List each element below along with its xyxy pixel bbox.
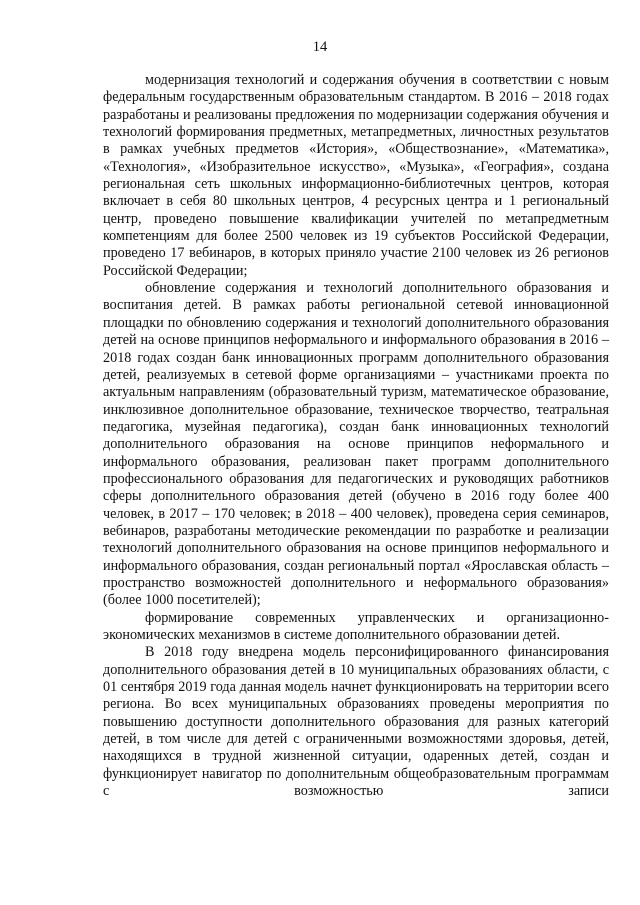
- paragraph-management-mechanisms: формирование современных управленческих и организационно-экономических механизмов в системе дополнительного образовании детей.: [103, 609, 609, 643]
- body-text: [103, 72, 609, 800]
- page-number: 14: [312, 39, 328, 55]
- paragraph-additional-education: обновление содержания и технологий дополнительного образования и воспитания детей. В рамках работы региональной сетевой инновационной площадки по обновлению содержания и технологий дополнительного образования детей на основе принципов неформального и информального образования в 2016 – 2018 годах создан банк инновационных программ дополнительного образования детей, реализуемых в сетевой форме организациями – участниками проекта по актуальным направлениям (образовательный туризм, математическое образование, инклюзивное дополнительное образование, техническое творчество, театральная педагогика, музейная педагогика), создан банк инновационных технологий дополнительного образования на основе принципов неформального и информального образования, реализован пакет программ дополнительного профессионального образования для педагогических и руководящих работников сферы дополнительного образования детей (обучено в 2016 году более 400 человек, в 2017 – 170 человек; в 2018 – 400 человек), проведена серия семинаров, вебинаров, разработаны методические рекомендации по разработке и реализации технологий дополнительного образования на основе принципов неформального и информального образования, создан региональный портал «Ярославская область – пространство возможностей дополнительного и неформального образования» (более 1000 посетителей);: [103, 280, 609, 609]
- paragraph-personalized-financing: В 2018 году внедрена модель персонифицированного финансирования дополнительного образования детей в 10 муниципальных образованиях области, с 01 сентября 2019 года данная модель начнет функционировать на территории всего региона. Во всех муниципальных образованиях проведены мероприятия по повышению доступности дополнительного образования для разных категорий детей, в том числе для детей с ограниченными возможностями здоровья, детей, находящихся в трудной жизненной ситуации, одаренных детей, создан и функционирует навигатор по дополнительным общеобразовательным программам с возможностью записи: [103, 644, 609, 800]
- paragraph-modernization: модернизация технологий и содержания обучения в соответствии с новым федеральным государственным образовательным стандартом. В 2016 – 2018 годах разработаны и реализованы предложения по модернизации содержания обучения и технологий формирования предметных, метапредметных, личностных результатов в рамках учебных предметов «История», «Обществознание», «Математика», «Технология», «Изобразительное искусство», «Музыка», «География», создана региональная сеть школьных информационно-библиотечных центров, которая включает в себя 80 школьных центров, 4 ресурсных центра и 1 региональный центр, проведено повышение квалификации учителей по метапредметным компетенциям для более 2500 человек из 19 субъектов Российской Федерации, проведено 17 вебинаров, в которых приняло участие 2100 человек из 26 регионов Российской Федерации;: [103, 72, 609, 279]
